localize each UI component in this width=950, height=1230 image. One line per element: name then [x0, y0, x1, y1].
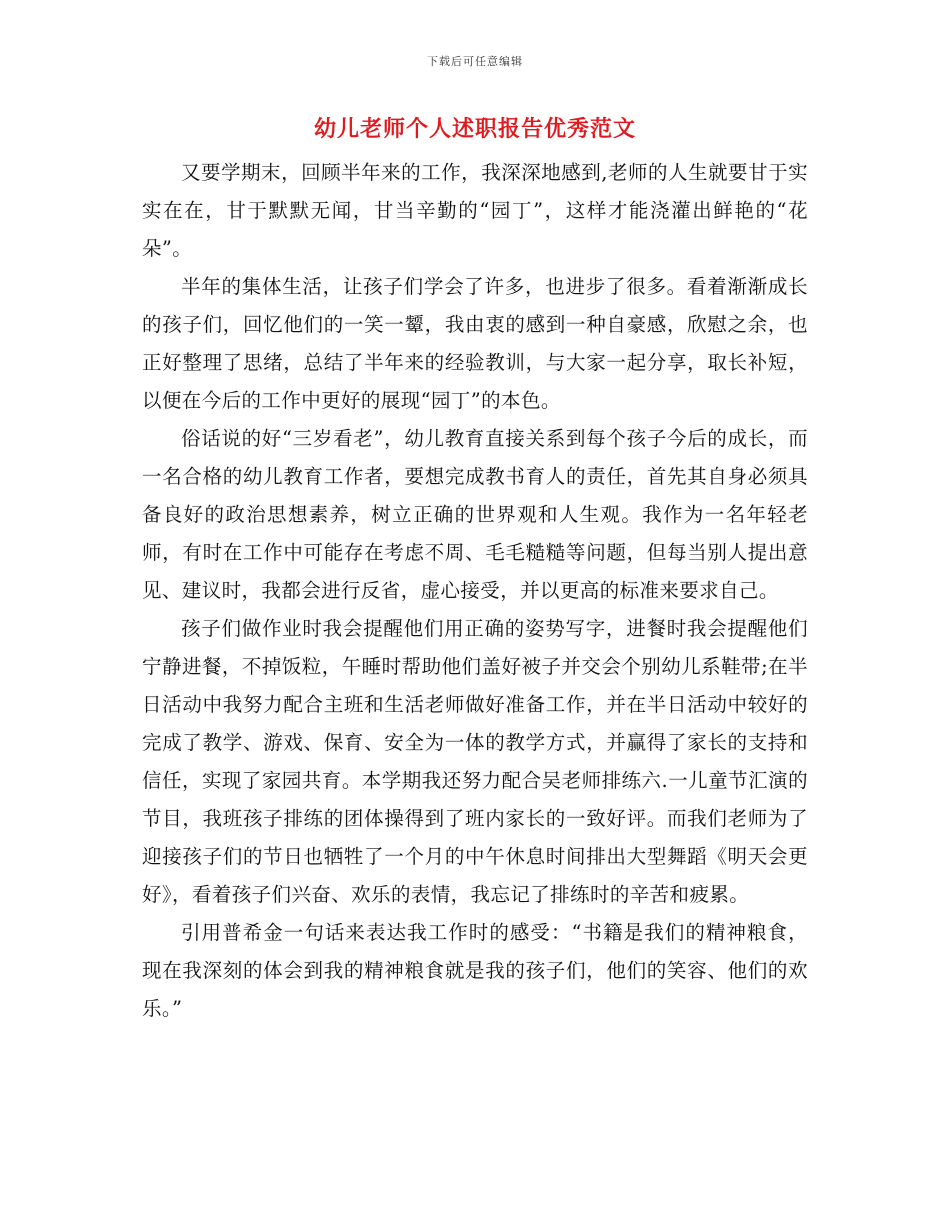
paragraph-3: 俗话说的好“三岁看老”，幼儿教育直接关系到每个孩子今后的成长，而一名合格的幼儿教育工作者，要想完成教书育人的责任，首先其自身必须具备良好的政治思想素养，树立正确的世界观和人生观。我作为一名年轻老师，有时在工作中可能存在考虑不周、毛毛糙糙等问题，但每当别人提出意见、建议时，我都会进行反省，虚心接受，并以更高的标准来要求自己。: [142, 427, 808, 602]
paragraph-4: 孩子们做作业时我会提醒他们用正确的姿势写字，进餐时我会提醒他们宁静进餐，不掉饭粒，午睡时帮助他们盖好被子并交会个别幼儿系鞋带;在半日活动中我努力配合主班和生活老师做好准备工作，并在半日活动中较好的完成了教学、游戏、保育、安全为一体的教学方式，并赢得了家长的支持和信任，实现了家园共育。本学期我还努力配合吴老师排练六.一儿童节汇演的节目，我班孩子排练的团体操得到了班内家长的一致好评。而我们老师为了迎接孩子们的节日也牺牲了一个月的中午休息时间排出大型舞蹈《明天会更好》，看着孩子们兴奋、欢乐的表情，我忘记了排练时的辛苦和疲累。: [142, 617, 808, 906]
paragraph-2: 半年的集体生活，让孩子们学会了许多，也进步了很多。看着渐渐成长的孩子们，回忆他们的一笑一颦，我由衷的感到一种自豪感，欣慰之余，也正好整理了思绪，总结了半年来的经验教训，与大家一起分享，取长补短，以便在今后的工作中更好的展现“园丁”的本色。: [142, 275, 808, 412]
paragraph-5: 引用普希金一句话来表达我工作时的感受：“书籍是我们的精神粮食，现在我深刻的体会到我的精神粮食就是我的孩子们，他们的笑容、他们的欢乐。”: [142, 921, 808, 1020]
document-body: [142, 154, 808, 1028]
document-title: 幼儿老师个人述职报告优秀范文: [313, 116, 636, 142]
header-note: 下载后可任意编辑: [427, 55, 523, 68]
paragraph-1: 又要学期末，回顾半年来的工作，我深深地感到,老师的人生就要甘于实实在在，甘于默默无闻，甘当辛勤的“园丁”，这样才能浇灌出鲜艳的“花朵”。: [142, 161, 808, 260]
